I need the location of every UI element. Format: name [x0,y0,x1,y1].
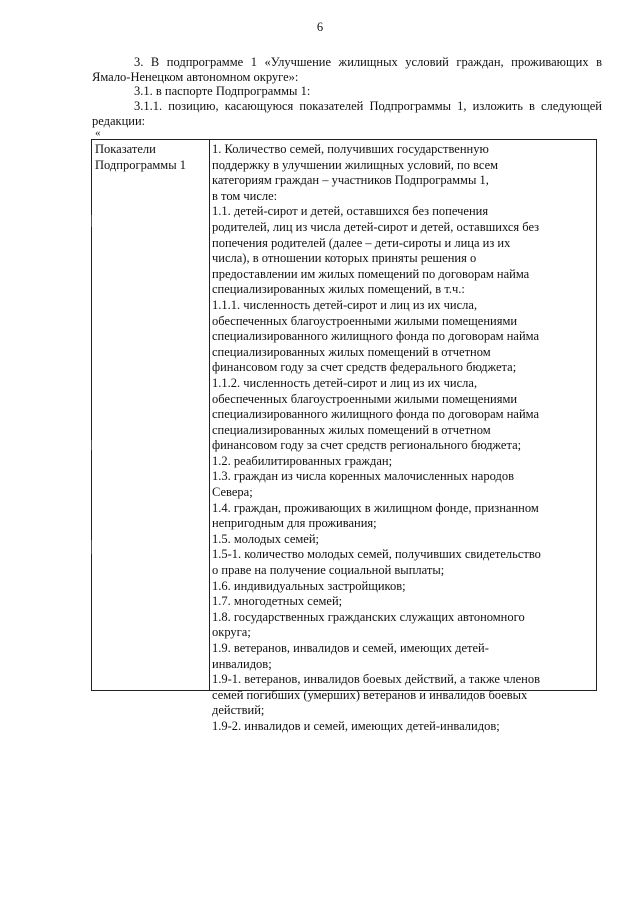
indicator-line: инвалидов; [212,656,272,671]
indicator-line: Севера; [212,485,253,500]
indicator-line: обеспеченных благоустроенными жилыми помещениями [212,391,518,406]
indicators-label-cell [95,142,207,173]
indicators-label-line: Показатели [95,142,156,156]
indicator-line: 1.6. индивидуальных застройщиков; [212,578,406,593]
scan-artifact [91,440,92,450]
indicator-line: 1.8. государственных гражданских служащих автономного [212,609,525,624]
indicators-content-cell [212,142,595,735]
indicator-line: обеспеченных благоустроенными жилыми помещениями [212,313,518,328]
indicator-line: 1.4. граждан, проживающих в жилищном фонде, признанном [212,500,539,515]
indicators-table [91,139,597,733]
intro-paragraph-1: 3. В подпрограмме 1 «Улучшение жилищных условий граждан, проживающих в Ямало-Ненецком автономном округе»: [92,55,602,84]
intro-paragraph-2: 3.1. в паспорте Подпрограммы 1: [134,84,311,98]
indicator-line: числа), в отношении которых приняты решения о [212,251,477,266]
indicator-line: 1.9. ветеранов, инвалидов и семей, имеющих детей- [212,641,489,655]
indicator-line: 1.9-2. инвалидов и семей, имеющих детей-инвалидов; [212,718,500,733]
indicator-line: в том числе: [212,188,278,203]
scan-artifact [91,215,92,227]
indicator-line: 1.3. граждан из числа коренных малочисленных народов [212,469,514,484]
indicator-line: специализированного жилищного фонда по договорам найма [212,407,540,422]
indicator-line: 1.5. молодых семей; [212,531,320,546]
indicator-line: попечения родителей (далее – дети-сироты и лица из их [212,235,511,250]
indicator-line: о праве на получение социальной выплаты; [212,563,445,578]
indicator-line: поддержку в улучшении жилищных условий, по всем [212,157,499,172]
indicator-line: 1.7. многодетных семей; [212,594,343,609]
indicator-line: категориям граждан – участников Подпрограммы 1, [212,173,489,188]
indicator-line: 1.1. детей-сирот и детей, оставшихся без попечения [212,204,489,219]
indicator-line: предоставлении им жилых помещений по договорам найма [212,266,530,281]
indicator-line: округа; [212,625,251,640]
opening-quote: « [95,127,101,139]
indicator-line: действий; [212,703,265,718]
indicator-line: родителей, лиц из числа детей-сирот и детей, оставшихся без [212,219,540,234]
indicator-line: 1.5-1. количество молодых семей, получивших свидетельство [212,547,541,562]
indicator-line: финансовом году за счет средств федерального бюджета; [212,360,517,375]
indicator-line: 1.2. реабилитированных граждан; [212,453,393,468]
indicator-line: специализированного жилищного фонда по договорам найма [212,329,540,344]
indicator-line: финансовом году за счет средств регионального бюджета; [212,438,522,453]
indicator-line: 1. Количество семей, получивших государственную [212,142,489,156]
indicator-line: 1.9-1. ветеранов, инвалидов боевых действий, а также членов [212,672,540,687]
indicator-line: семей погибших (умерших) ветеранов и инвалидов боевых [212,687,528,702]
indicator-line: 1.1.1. численность детей-сирот и лиц из их числа, [212,297,478,312]
indicator-line: специализированных жилых помещений в отчетном [212,422,491,437]
page-number: 6 [316,20,324,34]
indicator-line: непригодным для проживания; [212,516,377,531]
indicator-line: специализированных жилых помещений, в т.ч.: [212,282,465,297]
indicator-line: специализированных жилых помещений в отчетном [212,344,491,359]
indicators-label-line: Подпрограммы 1 [95,157,186,172]
indicator-line: 1.1.2. численность детей-сирот и лиц из их числа, [212,375,478,390]
scan-artifact [91,540,92,554]
column-divider [209,140,210,690]
intro-paragraph-3: 3.1.1. позицию, касающуюся показателей Подпрограммы 1, изложить в следующей редакции: [92,99,602,128]
